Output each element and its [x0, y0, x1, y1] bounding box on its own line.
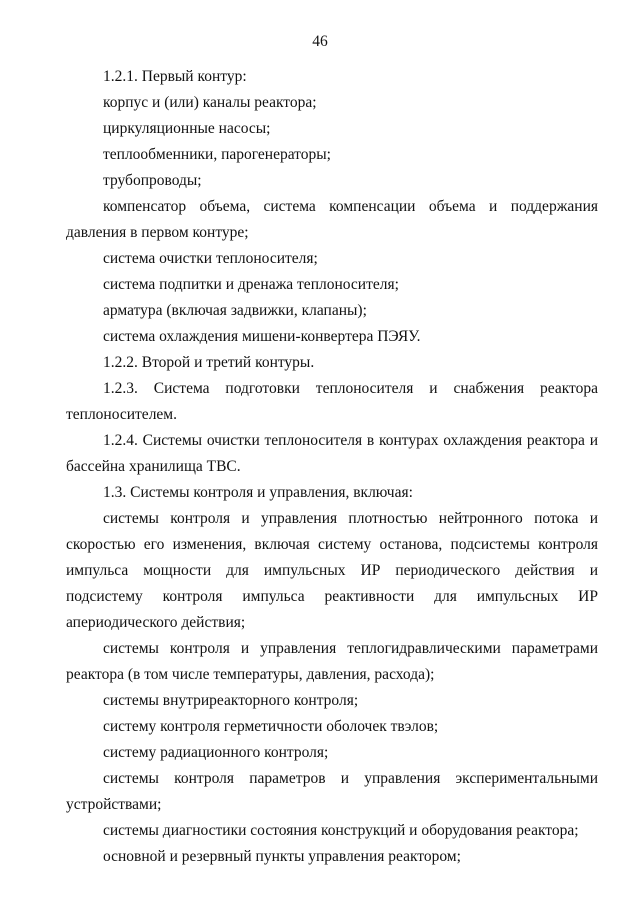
list-item-in-core-monitoring: системы внутриреакторного контроля;: [103, 692, 359, 709]
paragraph-1-2-4: 1.2.4. Системы очистки теплоносителя в контурах охлаждения реактора и бассейна хранилища ТВС.: [66, 432, 598, 475]
list-item-heat-exchangers: теплообменники, парогенераторы;: [103, 146, 331, 163]
document-body: [66, 64, 598, 870]
list-item-coolant-purification: система очистки теплоносителя;: [103, 250, 318, 267]
list-item-radiation-monitoring: систему радиационного контроля;: [103, 744, 329, 761]
list-item-target-cooling: система охлаждения мишени-конвертера ПЭЯУ.: [103, 328, 421, 345]
list-item-volume-compensator: компенсатор объема, система компенсации объема и поддержания давления в первом контуре;: [66, 198, 598, 241]
paragraph-1-3: 1.3. Системы контроля и управления, включая:: [103, 484, 413, 501]
paragraph-1-2-1: 1.2.1. Первый контур:: [103, 68, 247, 85]
list-item-reactor-vessel: корпус и (или) каналы реактора;: [103, 94, 317, 111]
paragraph-1-2-2: 1.2.2. Второй и третий контуры.: [103, 354, 315, 371]
list-item-pipelines: трубопроводы;: [103, 172, 202, 189]
list-item-thermohydraulic-control: системы контроля и управления теплогидравлическими параметрами реактора (в том числе температуры, давления, расхода);: [66, 640, 598, 683]
list-item-cladding-tightness: систему контроля герметичности оболочек твэлов;: [103, 718, 439, 735]
list-item-makeup-drainage: система подпитки и дренажа теплоносителя;: [103, 276, 399, 293]
list-item-neutron-flux-control: системы контроля и управления плотностью нейтронного потока и скоростью его изменения, включая систему останова, подсистемы контроля импульса мощности для импульсных ИР периодического действия и подсистему контроля импульса реактивности для импульсных ИР апериодического действия;: [66, 510, 598, 631]
page-number: 46: [312, 33, 328, 50]
list-item-valves: арматура (включая задвижки, клапаны);: [103, 302, 367, 319]
list-item-diagnostics: системы диагностики состояния конструкций и оборудования реактора;: [103, 822, 579, 839]
list-item-control-rooms: основной и резервный пункты управления реактором;: [103, 848, 461, 865]
list-item-experimental-devices: системы контроля параметров и управления экспериментальными устройствами;: [66, 770, 598, 813]
paragraph-1-2-3: 1.2.3. Система подготовки теплоносителя и снабжения реактора теплоносителем.: [66, 380, 598, 423]
list-item-circulation-pumps: циркуляционные насосы;: [103, 120, 271, 137]
